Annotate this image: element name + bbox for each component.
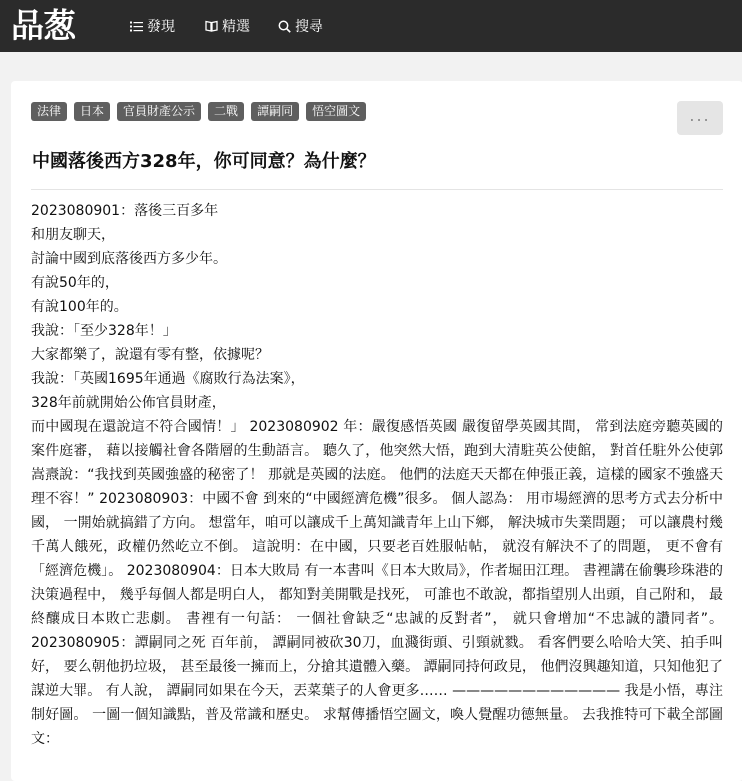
- body-line: 我說：「至少328年！」: [31, 323, 177, 339]
- book-icon: [205, 20, 218, 32]
- body-paragraph: 而中國現在還說這不符合國情！」 2023080902 年：嚴復感悟英國 嚴復留學英國其間， 常到法庭旁聽英國的案件庭審， 藉以接觸社會各階層的生動語言。 聽久了，他突然大悟，跑到大清駐英公使館， 對首任駐外公使郭嵩燾說：“我找到英國強盛的秘密了！ 那就是英國的法庭。 他們的法庭天天都在伸張正義，這樣的國家不強盛天理不容！” 2023080903：中國不會 到來的“中國經濟危機”很多。 個人認為： 用市場經濟的思考方式去分析中國， 一開始就搞錯了方向。 想當年，咱可以讓成千上萬知識青年上山下鄉， 解決城市失業問題； 可以讓農村幾千萬人餓死，政權仍然屹立不倒。 這說明：在中國，只要老百姓服帖帖， 就沒有解決不了的問題， 更不會有「經濟危機」。 2023080904：日本大敗局 有一本書叫《日本大敗局》，作者堀田江理。 書裡講在偷襲珍珠港的決策過程中， 幾乎每個人都是明白人， 都知對美開戰是找死， 可誰也不敢說，都指望別人出頭，自己附和， 最終釀成日本敗亡悲劇。 書裡有一句話： 一個社會缺乏“忠誠的反對者”， 就只會增加“不忠誠的讚同者”。 2023080905：譚嗣同之死 百年前， 譚嗣同被砍30刀，血濺街頭、引頸就戮。 看客們要么哈哈大笑、拍手叫好， 要么朝他扔垃圾， 甚至最後一擁而上，分搶其遺體入藥。 譚嗣同持何政見， 他們沒興趣知道，只知他犯了謀逆大罪。 有人說， 譚嗣同如果在今天，丟菜葉子的人會更多…… ———————————— 我是小悟，專注制好圖。 一圖一個知識點，普及常識和歷史。 求幫傳播悟空圖文，喚人覺醒功德無量。 去我推特可下載全部圖文：: [31, 419, 723, 747]
- list-icon: [130, 21, 143, 32]
- top-navigation-bar: [0, 0, 742, 52]
- search-icon: [278, 20, 291, 33]
- body-line: 328年前就開始公佈官員財產，: [31, 395, 226, 411]
- tag-tan-sitong[interactable]: 譚嗣同: [251, 102, 299, 121]
- nav-picks-label: 精選: [222, 19, 250, 35]
- nav-search[interactable]: [278, 0, 323, 52]
- tag-ww2[interactable]: 二戰: [208, 102, 244, 121]
- body-line: 有說100年的。: [31, 299, 128, 315]
- nav-picks[interactable]: [205, 0, 250, 52]
- body-line: 我說：「英國1695年通過《腐敗行為法案》，: [31, 371, 305, 387]
- tag-wukong-graphics[interactable]: 悟空圖文: [306, 102, 366, 121]
- tag-japan[interactable]: 日本: [74, 102, 110, 121]
- tag-asset-disclosure[interactable]: 官員財產公示: [117, 102, 201, 121]
- post-body: [31, 199, 723, 751]
- body-line: 2023080901：落後三百多年: [31, 203, 219, 219]
- title-divider: [31, 189, 723, 190]
- post-title: 中國落後西方328年，你可同意？為什麼？: [32, 151, 376, 172]
- nav-discover[interactable]: [130, 0, 175, 52]
- body-line: 和朋友聊天，: [31, 227, 115, 243]
- post-card: [11, 81, 742, 781]
- nav-discover-label: 發現: [147, 19, 175, 35]
- site-logo[interactable]: 品葱: [11, 6, 75, 45]
- body-line: 大家都樂了，說還有零有整，依據呢？: [31, 347, 269, 363]
- body-line: 有說50年的，: [31, 275, 119, 291]
- more-options-button[interactable]: ...: [677, 101, 723, 135]
- nav-search-label: 搜尋: [295, 19, 323, 35]
- tag-list: [31, 102, 366, 121]
- tag-law[interactable]: 法律: [31, 102, 67, 121]
- body-line: 討論中國到底落後西方多少年。: [31, 251, 227, 267]
